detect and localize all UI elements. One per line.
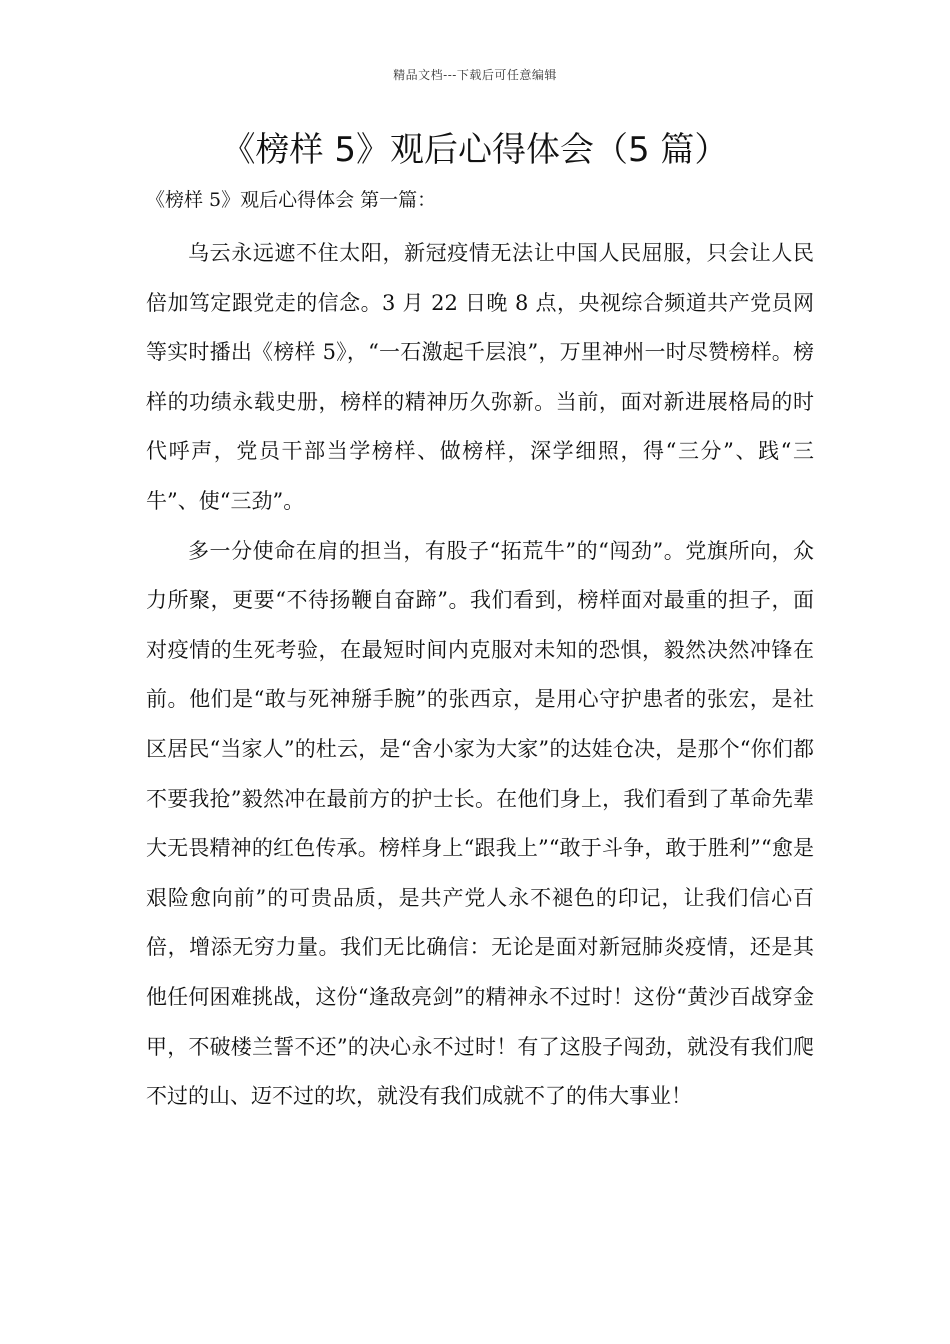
document-title: 《榜样 5》观后心得体会（5 篇） xyxy=(221,130,729,170)
paragraph: 多一分使命在肩的担当，有股子“拓荒牛”的“闯劲”。党旗所向，众力所聚，更要“不待扬鞭自奋蹄”。我们看到，榜样面对最重的担子，面对疫情的生死考验，在最短时间内克服对未知的恐惧，毅然决然冲锋在前。他们是“敢与死神掰手腕”的张西京，是用心守护患者的张宏，是社区居民“当家人”的杜云，是“舍小家为大家”的达娃仓决，是那个“你们都不要我抢”毅然冲在最前方的护士长。在他们身上，我们看到了革命先辈大无畏精神的红色传承。榜样身上“跟我上”“敢于斗争，敢于胜利”“愈是艰险愈向前”的可贵品质，是共产党人永不褪色的印记，让我们信心百倍，增添无穷力量。我们无比确信：无论是面对新冠肺炎疫情，还是其他任何困难挑战，这份“逢敌亮剑”的精神永不过时！这份“黄沙百战穿金甲，不破楼兰誓不还”的决心永不过时！有了这股子闯劲，就没有我们爬不过的山、迈不过的坎，就没有我们成就不了的伟大事业！ xyxy=(146,538,814,1109)
header-note: 精品文档---下载后可任意编辑 xyxy=(393,68,557,82)
section-heading: 《榜样 5》观后心得体会 第一篇： xyxy=(146,189,437,211)
document-body xyxy=(146,229,814,1122)
paragraph: 乌云永远遮不住太阳，新冠疫情无法让中国人民屈服，只会让人民倍加笃定跟党走的信念。3 月 22 日晚 8 点，央视综合频道共产党员网等实时播出《榜样 5》，“一石激起千层浪”，万里神州一时尽赞榜样。榜样的功绩永载史册，榜样的精神历久弥新。当前，面对新进展格局的时代呼声，党员干部当学榜样、做榜样，深学细照，得“三分”、践“三牛”、使“三劲”。 xyxy=(146,241,814,513)
